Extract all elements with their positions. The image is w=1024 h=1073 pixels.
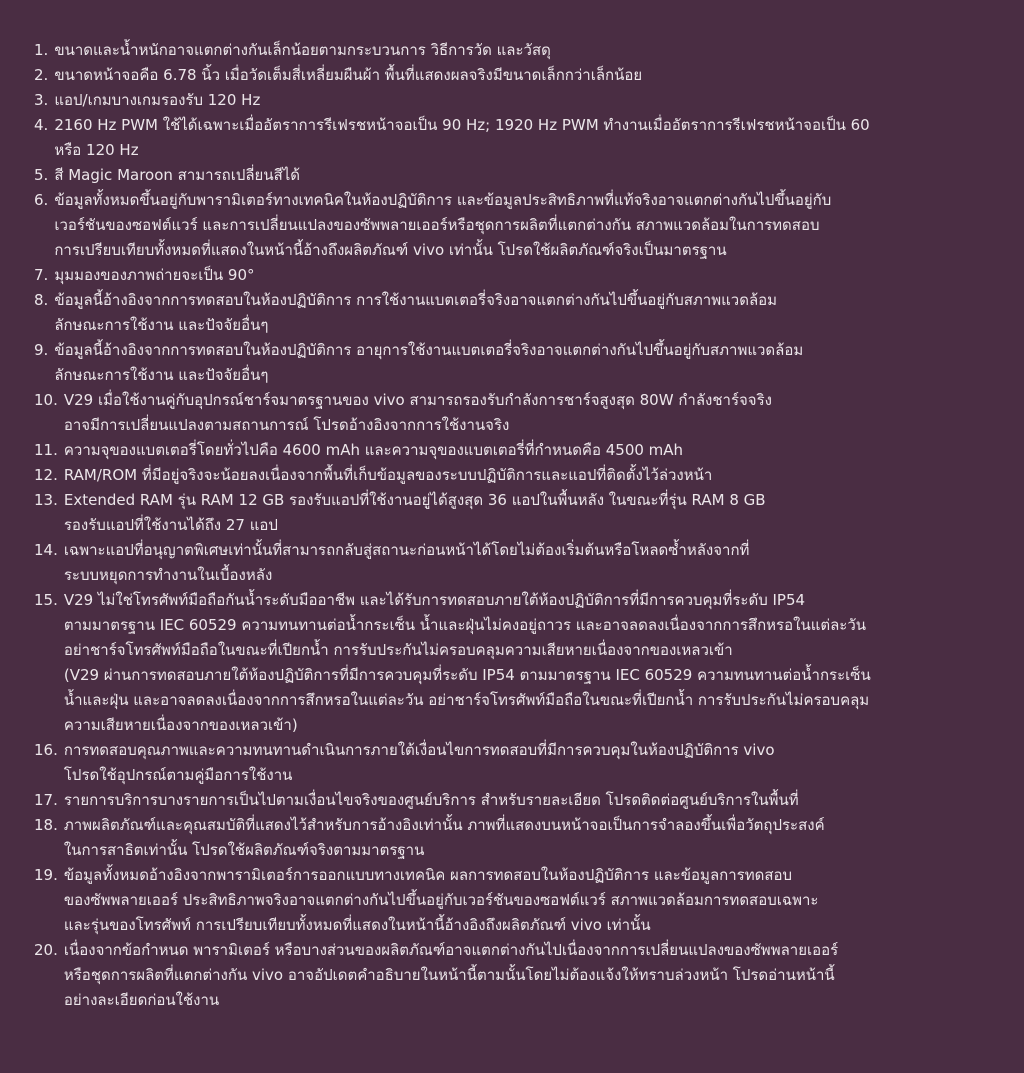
note-body <box>48 63 984 88</box>
note-number: 2. <box>34 66 49 84</box>
note-text-line: ข้อมูลนี้อ้างอิงจากการทดสอบในห้องปฏิบัติการ อายุการใช้งานแบตเตอรี่จริงอาจแตกต่างกันไปขึ้นอยู่กับสภาพแวดล้อม <box>54 341 804 359</box>
note-text-line: เนื่องจากข้อกำหนด พารามิเตอร์ หรือบางส่วนของผลิตภัณฑ์อาจแตกต่างกันไปเนื่องจากการเปลี่ยนแปลงของซัพพลายเออร์ <box>63 941 839 959</box>
note-body <box>48 188 984 263</box>
note-text-line: รายการบริการบางรายการเป็นไปตามเงื่อนไขจริงของศูนย์บริการ สำหรับรายละเอียด โปรดติดต่อศูนย์บริการในพื้นที่ <box>63 791 799 809</box>
note-text-line: ข้อมูลทั้งหมดขึ้นอยู่กับพารามิเตอร์ทางเทคนิคในห้องปฏิบัติการ และข้อมูลประสิทธิภาพที่แท้จริงอาจแตกต่างกันไปขึ้นอยู่กับ <box>54 191 832 209</box>
note-text-line: หรือ 120 Hz <box>54 141 139 159</box>
note-item <box>34 938 984 1013</box>
note-item <box>34 488 984 538</box>
note-text-line: ความจุของแบตเตอรี่โดยทั่วไปคือ 4600 mAh และความจุของแบตเตอรี่ที่กำหนดคือ 4500 mAh <box>63 441 684 459</box>
note-text-line: ข้อมูลทั้งหมดอ้างอิงจากพารามิเตอร์การออกแบบทางเทคนิค ผลการทดสอบในห้องปฏิบัติการ และข้อมูลการทดสอบ <box>63 866 793 884</box>
note-item <box>34 163 984 188</box>
note-text-line: สี Magic Maroon สามารถเปลี่ยนสีได้ <box>54 166 301 184</box>
note-text-line: ระบบหยุดการทำงานในเบื้องหลัง <box>63 566 273 584</box>
note-number: 11. <box>34 441 58 459</box>
note-text-line: น้ำและฝุ่น และอาจลดลงเนื่องจากการสึกหรอในแต่ละวัน อย่าชาร์จโทรศัพท์มือถือในขณะที่เปียกน้ำ การรับประกันไม่ครอบคลุม <box>63 691 870 709</box>
note-text-line: อย่าชาร์จโทรศัพท์มือถือในขณะที่เปียกน้ำ การรับประกันไม่ครอบคลุมความเสียหายเนื่องจากของเหลวเข้า <box>63 641 733 659</box>
note-text-line: V29 เมื่อใช้งานคู่กับอุปกรณ์ชาร์จมาตรฐานของ vivo สามารถรองรับกำลังการชาร์จสูงสุด 80W กำลังชาร์จจริง <box>63 391 772 409</box>
note-number: 6. <box>34 191 49 209</box>
note-number: 17. <box>34 791 58 809</box>
note-item <box>34 788 984 813</box>
note-number: 3. <box>34 91 49 109</box>
note-text-line: ของซัพพลายเออร์ ประสิทธิภาพจริงอาจแตกต่างกันไปขึ้นอยู่กับเวอร์ชันของซอฟต์แวร์ สภาพแวดล้อมการทดสอบเฉพาะ <box>63 891 819 909</box>
note-number: 19. <box>34 866 58 884</box>
note-text-line: มุมมองของภาพถ่ายจะเป็น 90° <box>54 266 255 284</box>
note-text-line: โปรดใช้อุปกรณ์ตามคู่มือการใช้งาน <box>63 766 293 784</box>
note-body <box>58 388 984 438</box>
note-text-line: ขนาดและน้ำหนักอาจแตกต่างกันเล็กน้อยตามกระบวนการ วิธีการวัด และวัสดุ <box>54 41 551 59</box>
note-item <box>34 813 984 863</box>
note-number: 20. <box>34 941 58 959</box>
note-text-line: และรุ่นของโทรศัพท์ การเปรียบเทียบทั้งหมดที่แสดงในหน้านี้อ้างอิงถึงผลิตภัณฑ์ vivo เท่านั้น <box>63 916 651 934</box>
note-text-line: RAM/ROM ที่มีอยู่จริงจะน้อยลงเนื่องจากพื้นที่เก็บข้อมูลของระบบปฏิบัติการและแอปที่ติดตั้งไว้ล่วงหน้า <box>63 466 713 484</box>
note-text-line: ลักษณะการใช้งาน และปัจจัยอื่นๆ <box>54 366 269 384</box>
note-number: 15. <box>34 591 58 609</box>
note-text-line: อาจมีการเปลี่ยนแปลงตามสถานการณ์ โปรดอ้างอิงจากการใช้งานจริง <box>63 416 510 434</box>
note-body <box>48 88 984 113</box>
note-body <box>58 738 984 788</box>
note-item <box>34 188 984 263</box>
note-item <box>34 588 984 738</box>
note-text-line: (V29 ผ่านการทดสอบภายใต้ห้องปฏิบัติการที่มีการควบคุมที่ระดับ IP54 ตามมาตรฐาน IEC 60529 ความทนทานต่อน้ำกระเซ็น <box>63 666 871 684</box>
note-item <box>34 738 984 788</box>
note-text-line: ในการสาธิตเท่านั้น โปรดใช้ผลิตภัณฑ์จริงตามมาตรฐาน <box>63 841 425 859</box>
note-body <box>48 263 984 288</box>
note-text-line: อย่างละเอียดก่อนใช้งาน <box>63 991 220 1009</box>
note-number: 18. <box>34 816 58 834</box>
note-body <box>48 163 984 188</box>
note-number: 1. <box>34 41 49 59</box>
note-text-line: ภาพผลิตภัณฑ์และคุณสมบัติที่แสดงไว้สำหรับการอ้างอิงเท่านั้น ภาพที่แสดงบนหน้าจอเป็นการจำลองขึ้นเพื่อวัตถุประสงค์ <box>63 816 825 834</box>
note-body <box>58 788 984 813</box>
note-item <box>34 538 984 588</box>
note-body <box>48 113 984 163</box>
note-number: 9. <box>34 341 49 359</box>
note-text-line: Extended RAM รุ่น RAM 12 GB รองรับแอปที่ใช้งานอยู่ได้สูงสุด 36 แอปในพื้นหลัง ในขณะที่รุ่น RAM 8 GB <box>63 491 766 509</box>
note-number: 5. <box>34 166 49 184</box>
note-item <box>34 63 984 88</box>
note-text-line: การทดสอบคุณภาพและความทนทานดำเนินการภายใต้เงื่อนไขการทดสอบที่มีการควบคุมในห้องปฏิบัติการ vivo <box>63 741 775 759</box>
note-body <box>58 813 984 863</box>
note-body <box>48 38 984 63</box>
note-body <box>58 938 984 1013</box>
note-item <box>34 263 984 288</box>
note-body <box>58 488 984 538</box>
note-text-line: V29 ไม่ใช่โทรศัพท์มือถือกันน้ำระดับมืออาชีพ และได้รับการทดสอบภายใต้ห้องปฏิบัติการที่มีการควบคุมที่ระดับ IP54 <box>63 591 806 609</box>
note-body <box>48 338 984 388</box>
note-text-line: ความเสียหายเนื่องจากของเหลวเข้า) <box>63 716 298 734</box>
note-text-line: ลักษณะการใช้งาน และปัจจัยอื่นๆ <box>54 316 269 334</box>
note-text-line: 2160 Hz PWM ใช้ได้เฉพาะเมื่ออัตราการรีเฟรชหน้าจอเป็น 90 Hz; 1920 Hz PWM ทำงานเมื่ออัตราการรีเฟรชหน้าจอเป็น 60 <box>54 116 870 134</box>
note-body <box>58 863 984 938</box>
note-item <box>34 88 984 113</box>
note-item <box>34 438 984 463</box>
note-item <box>34 288 984 338</box>
note-text-line: ตามมาตรฐาน IEC 60529 ความทนทานต่อน้ำกระเซ็น น้ำและฝุ่นไม่คงอยู่ถาวร และอาจลดลงเนื่องจากการสึกหรอในแต่ละวัน <box>63 616 867 634</box>
note-body <box>58 463 984 488</box>
note-body <box>48 288 984 338</box>
note-item <box>34 388 984 438</box>
note-text-line: การเปรียบเทียบทั้งหมดที่แสดงในหน้านี้อ้างถึงผลิตภัณฑ์ vivo เท่านั้น โปรดใช้ผลิตภัณฑ์จริงเป็นมาตรฐาน <box>54 241 727 259</box>
note-text-line: ข้อมูลนี้อ้างอิงจากการทดสอบในห้องปฏิบัติการ การใช้งานแบตเตอรี่จริงอาจแตกต่างกันไปขึ้นอยู่กับสภาพแวดล้อม <box>54 291 778 309</box>
note-text-line: หรือชุดการผลิตที่แตกต่างกัน vivo อาจอัปเดตคำอธิบายในหน้านี้ตามนั้นโดยไม่ต้องแจ้งให้ทราบล่วงหน้า โปรดอ่านหน้านี้ <box>63 966 835 984</box>
note-item <box>34 463 984 488</box>
note-text-line: แอป/เกมบางเกมรองรับ 120 Hz <box>54 91 261 109</box>
note-text-line: ขนาดหน้าจอคือ 6.78 นิ้ว เมื่อวัดเต็มสี่เหลี่ยมผืนผ้า พื้นที่แสดงผลจริงมีขนาดเล็กกว่าเล็กน้อย <box>54 66 643 84</box>
note-text-line: รองรับแอปที่ใช้งานได้ถึง 27 แอป <box>63 516 278 534</box>
note-number: 13. <box>34 491 58 509</box>
note-number: 16. <box>34 741 58 759</box>
note-text-line: เวอร์ชันของซอฟต์แวร์ และการเปลี่ยนแปลงของซัพพลายเออร์หรือชุดการผลิตที่แตกต่างกัน สภาพแวดล้อมในการทดสอบ <box>54 216 820 234</box>
note-number: 8. <box>34 291 49 309</box>
notes-list <box>34 38 984 1013</box>
note-number: 14. <box>34 541 58 559</box>
note-body <box>58 438 984 463</box>
note-item <box>34 113 984 163</box>
note-item <box>34 38 984 63</box>
note-number: 12. <box>34 466 58 484</box>
note-body <box>58 588 984 738</box>
note-number: 4. <box>34 116 49 134</box>
note-item <box>34 863 984 938</box>
note-item <box>34 338 984 388</box>
note-number: 7. <box>34 266 49 284</box>
note-text-line: เฉพาะแอปที่อนุญาตพิเศษเท่านั้นที่สามารถกลับสู่สถานะก่อนหน้าได้โดยไม่ต้องเริ่มต้นหรือโหลดซ้ำหลังจากที่ <box>63 541 750 559</box>
note-number: 10. <box>34 391 58 409</box>
note-body <box>58 538 984 588</box>
